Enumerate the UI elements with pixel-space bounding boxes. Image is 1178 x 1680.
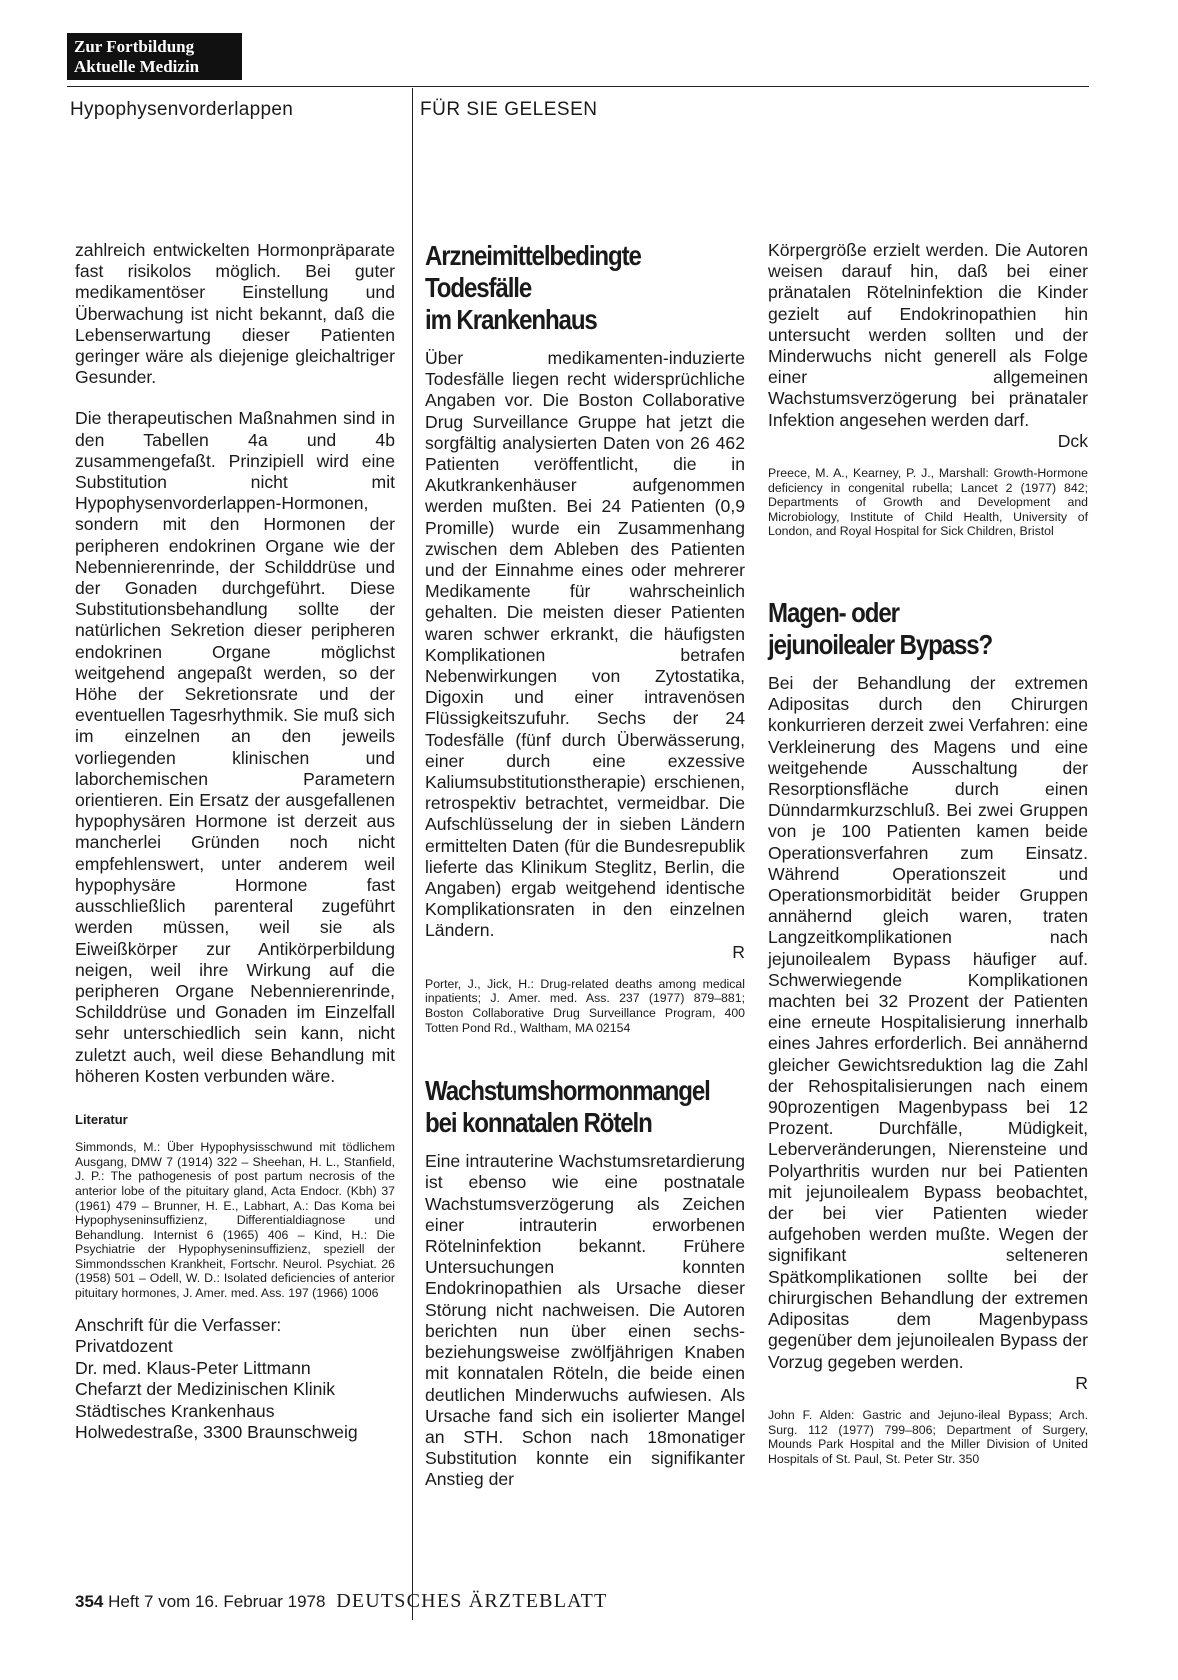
article-body: Bei der Behandlung der extremen Adipositas durch den Chirurgen konkurrieren derzeit zwei Verfahren: eine Verkleinerung des Magens und eine weitgehende Ausschaltung der Resorptionsfläche durch einen Dünndarmkurzschluß. Bei zwei Gruppen von je 100 Patienten kamen beide Operationsverfahren zum Einsatz. Während Operationszeit und Operationsmorbidität beider Gruppen annähernd gleich waren, traten Langzeitkomplikationen nach jejunoilealem Bypass häufiger auf. Schwerwiegende Komplikationen machten bei 32 Prozent der Patienten eine erneute Hospitalisierung innerhalb eines Jahres erforderlich. Bei annähernd gleicher Gewichtsreduktion lag die Zahl der Rehospitalisierungen nach einem 90prozentigen Magenbypass bei 12 Prozent. Durchfälle, Müdigkeit, Leberveränderungen, Nierensteine und Polyarthritis wurden nur bei Patienten mit jejunoilealem Bypass beobachtet, der bei vier Patienten wieder aufgehoben werden mußte. Wegen der signifikant selteneren Spätkomplikationen sollte bei der chirurgischen Behandlung der extremen Adipositas dem Magenbypass gegenüber dem jejunoilealen Bypass der Vorzug gegeben werden. bbox=[768, 673, 1088, 1372]
author-signoff: R bbox=[1075, 1372, 1088, 1393]
column-3 bbox=[768, 240, 1088, 1466]
address-line: Anschrift für die Verfasser: bbox=[75, 1314, 282, 1335]
column-divider bbox=[412, 88, 413, 1620]
address-line: Holwedestraße, 3300 Braunschweig bbox=[75, 1422, 358, 1443]
author-address bbox=[75, 1315, 395, 1444]
article-title-line: Todesfälle bbox=[425, 272, 532, 303]
issue-info: Heft 7 vom 16. Februar 1978 bbox=[108, 1592, 326, 1611]
article-reference: Preece, M. A., Kearney, P. J., Marshall: Growth-Hormone deficiency in congenital rubella; Lancet 2 (1977) 842; Departments of Growth and Development and Microbiology, Institute of Child Health, University of London, and Royal Hospital for Sick Children, Bristol bbox=[768, 466, 1088, 539]
page-number: 354 bbox=[75, 1592, 104, 1611]
address-line: Städtisches Krankenhaus bbox=[75, 1400, 275, 1421]
right-section-title: FÜR SIE GELESEN bbox=[420, 99, 598, 120]
article-title-line: Wachstumshormonmangel bbox=[425, 1075, 710, 1107]
address-line: Privatdozent bbox=[75, 1336, 173, 1357]
address-line: Dr. med. Klaus-Peter Littmann bbox=[75, 1357, 311, 1378]
paragraph: Die therapeutischen Maßnahmen sind in den Tabellen 4a und 4b zusammengefaßt. Prinzipiell wird eine Substitution nicht mit Hypophysenvorderlappen-Hormonen, sondern mit den Hormonen der peripheren endokrinen Organe wie der Nebennierenrinde, der Schilddrüse und der Gonaden durchgeführt. Diese Substitutionsbehandlung sollte der natürlichen Sekretion dieser peripheren endokrinen Organe möglichst weitgehend angepaßt werden, so der Höhe der Sekretionsrate und der eventuellen Tagesrhythmik. Sie muß sich im einzelnen an den jeweils vorliegenden klinischen und laborchemischen Parametern orientieren. Ein Ersatz der ausgefallenen hypophysären Hormone ist derzeit aus mancherlei Gründen noch nicht empfehlenswert, unter anderem weil hypophysäre Hormone fast ausschließlich parenteral zugeführt werden müssen, weil sie als Eiweißkörper zur Antikörperbildung neigen, weil ihre Wirkung auf die peripheren Organe Nebennierenrinde, Schilddrüse und Gonaden im Einzelfall sehr unterschiedlich sein kann, nicht zuletzt auch, weil diese Behandlung mit höheren Kosten verbunden wäre. bbox=[75, 408, 395, 1086]
badge-line-1: Zur Fortbildung bbox=[74, 37, 195, 56]
literature-text: Simmonds, M.: Über Hypophysisschwund mit tödlichem Ausgang, DMW 7 (1914) 322 – Sheehan, H. L., Stanfield, J. P.: The pathogenesis of post partum necrosis of the anterior lobe of the pituitary gland, Acta Endocr. (Kbh) 37 (1961) 479 – Brunner, H. E., Labhart, A.: Das Koma bei Hypophyseninsuffizienz, Differentialdiagnose und Behandlung. Internist 6 (1965) 406 – Kind, H.: Die Psychiatrie der Hypophyseninsuffizienz, speziell der Simmondsschen Krankheit, Fortschr. Neurol. Psychiat. 26 (1958) 501 – Odell, W. D.: Isolated deficiencies of anterior pituitary hormones, J. Amer. med. Ass. 197 (1966) 1006 bbox=[75, 1140, 395, 1301]
paragraph: zahlreich entwickelten Hormonpräparate fast risikolos möglich. Bei guter medikamentöser Einstellung und Überwachung ist nicht bekannt, daß die Lebenserwartung dieser Patienten geringer wäre als diejenige gleichaltriger Gesunder. bbox=[75, 240, 395, 388]
header-rule bbox=[67, 86, 1089, 87]
literature-heading: Literatur bbox=[75, 1111, 128, 1127]
article-title-line: bei konnatalen Röteln bbox=[425, 1107, 652, 1139]
article-2 bbox=[425, 1075, 745, 1490]
article-1 bbox=[425, 240, 745, 1035]
article-signoff-row bbox=[768, 1373, 1088, 1394]
author-signoff: Dck bbox=[1057, 430, 1088, 451]
section-badge bbox=[67, 33, 242, 80]
column-2 bbox=[425, 240, 745, 1491]
article-title-line: Magen- oder bbox=[768, 597, 899, 628]
article-signoff-row bbox=[425, 942, 745, 963]
article-reference: Porter, J., Jick, H.: Drug-related deaths among medical inpatients; J. Amer. med. Ass. 237 (1977) 879–881; Boston Collaborative Drug Surveillance Program, 400 Totten Pond Rd., Waltham, MA 02154 bbox=[425, 976, 745, 1035]
article-body-continued: Körpergröße erzielt werden. Die Autoren weisen darauf hin, daß bei einer pränatalen Rötelninfektion die Kinder gezielt auf Endokrinopathien hin untersucht werden sollten und der Minderwuchs nicht generell als Folge einer allgemeinen Wachstumsverzögerung bei pränataler Infektion angesehen werden darf. bbox=[768, 240, 1088, 430]
left-section-title: Hypophysenvorderlappen bbox=[70, 99, 294, 120]
article-signoff-row bbox=[768, 431, 1088, 452]
article-reference: John F. Alden: Gastric and Jejuno-ileal Bypass; Arch. Surg. 112 (1977) 799–806; Department of Surgery, Mounds Park Hospital and the Miller Division of United Hospitals of St. Paul, St. Peter Str. 350 bbox=[768, 1407, 1088, 1466]
article-3 bbox=[768, 597, 1088, 1466]
journal-name: DEUTSCHES ÄRZTEBLATT bbox=[336, 1590, 608, 1612]
article-title-line: Arzneimittelbedingte bbox=[425, 240, 641, 271]
article-body: Über medikamenten-induzierte Todesfälle liegen recht widersprüchliche Angaben vor. Die Boston Collaborative Drug Surveillance Gruppe hat jetzt die sorgfältig analysierten Daten von 26 462 Patienten veröffentlicht, die in Akutkrankenhäuser aufgenommen werden mußten. Bei 24 Patienten (0,9 Promille) wurde ein Zusammenhang zwischen dem Ableben des Patienten und der Einnahme eines oder mehrerer Medikamente für wahrscheinlich gehalten. Die meisten dieser Patienten waren schwer erkrankt, die häufigsten Komplikationen betrafen Nebenwirkungen von Zytostatika, Digoxin und einer intravenösen Flüssigkeitszufuhr. Sechs der 24 Todesfälle (fünf durch Überwässerung, einer durch eine exzessive Kaliumsubstitutionstherapie) erschienen, retrospektiv betrachtet, vermeidbar. Die Aufschlüsselung der in sieben Ländern ermittelten Daten (für die Bundesrepublik lieferte das Klinikum Steglitz, Berlin, die Angaben) ergab weitgehend identische Komplikationsraten in den einzelnen Ländern. bbox=[425, 348, 745, 941]
article-title-line: im Krankenhaus bbox=[425, 304, 597, 335]
column-1 bbox=[75, 240, 395, 1444]
address-line: Chefarzt der Medizinischen Klinik bbox=[75, 1379, 336, 1400]
badge-line-2: Aktuelle Medizin bbox=[74, 57, 200, 76]
article-body: Eine intrauterine Wachstumsretardierung ist ebenso wie eine postnatale Wachstumsverzögerung als Zeichen einer intrauterin erworbenen Rötelninfektion bekannt. Frühere Untersuchungen konnten Endokrinopathien als Ursache dieser Störung nicht nachweisen. Die Autoren berichten nun über einen sechs- beziehungsweise zwölfjährigen Knaben mit konnatalen Röteln, die beide einen deutlichen Minderwuchs aufwiesen. Als Ursache fand sich ein isolierter Mangel an STH. Schon nach 18monatiger Substitution konnte ein signifikanter Anstieg der bbox=[425, 1151, 745, 1490]
author-signoff: R bbox=[732, 941, 745, 962]
page-footer bbox=[75, 1590, 607, 1613]
article-title-line: jejunoilealer Bypass? bbox=[768, 629, 993, 660]
